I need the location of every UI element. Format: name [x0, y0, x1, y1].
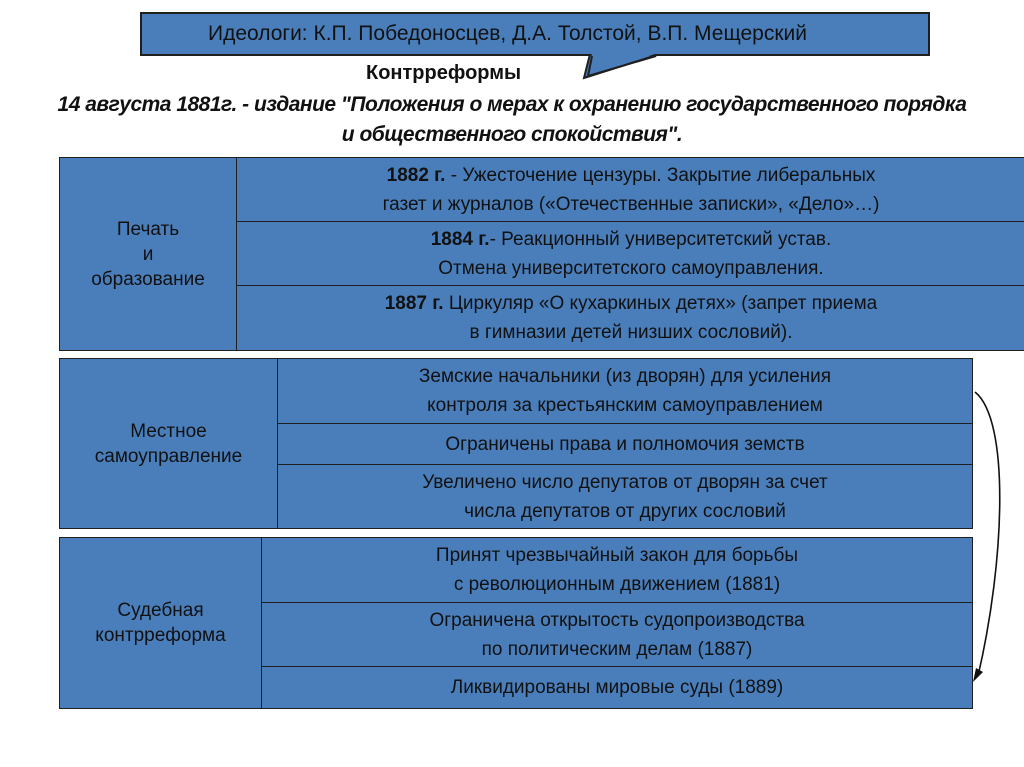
- decree-line-2: и общественного спокойствия".: [341, 123, 683, 146]
- reform-text: Увеличено число депутатов от дворян за счет: [422, 471, 828, 493]
- ideologists-text: Идеологи: К.П. Победоносцев, Д.А. Толстой, В.П. Мещерский: [208, 22, 808, 45]
- category-label: Судебная: [117, 600, 204, 621]
- reform-row: [236, 157, 1024, 222]
- reform-text: Земские начальники (из дворян) для усиления: [418, 366, 832, 387]
- reform-row: [236, 221, 1024, 286]
- reform-text: в гимназии детей низших сословий).: [469, 322, 793, 343]
- category-label: Печать: [116, 218, 180, 240]
- reform-text: контроля за крестьянским самоуправлением: [427, 395, 823, 416]
- category-label: Местное: [130, 420, 207, 442]
- reform-text: газет и журналов («Отечественные записки», «Дело»…): [382, 193, 880, 215]
- page-title: Контрреформы: [366, 62, 522, 84]
- reform-row: [261, 537, 973, 603]
- category-local-government: [59, 358, 278, 529]
- category-label: образование: [91, 268, 205, 290]
- reform-year: 1884 г.: [430, 228, 490, 250]
- reform-text: Ограничены права и полномочия земств: [445, 433, 805, 455]
- category-press-education: [59, 157, 237, 351]
- reform-text: числа депутатов от других сословий: [464, 500, 786, 522]
- reform-text: Циркуляр «О кухаркиных детях» (запрет приема: [443, 293, 878, 314]
- reform-text: - Реакционный университетский устав.: [489, 228, 832, 250]
- ideologists-callout: [140, 12, 930, 56]
- category-label: и: [142, 243, 154, 265]
- reform-text: Принят чрезвычайный закон для борьбы: [435, 545, 799, 566]
- reform-year: 1882 г.: [386, 164, 446, 186]
- reform-year: 1887 г.: [384, 293, 444, 314]
- category-judicial-counterreform: [59, 537, 262, 709]
- reform-text: с революционным движением (1881): [453, 574, 781, 595]
- reform-text: Ликвидированы мировые суды (1889): [450, 677, 784, 698]
- decree-line-1: 14 августа 1881г. - издание "Положения о мерах к охранению государственного порядка: [57, 93, 967, 116]
- reform-text: - Ужесточение цензуры. Закрытие либеральных: [445, 164, 876, 186]
- category-label: контрреформа: [95, 625, 226, 646]
- reform-text: Ограничена открытость судопроизводства: [429, 609, 805, 631]
- reform-text: Отмена университетского самоуправления.: [438, 257, 824, 279]
- reform-row: [277, 423, 973, 465]
- reform-row: [261, 602, 973, 667]
- reform-row: [277, 464, 973, 529]
- reform-row: [236, 285, 1024, 351]
- reform-row: [261, 666, 973, 709]
- reform-text: по политическим делам (1887): [481, 638, 753, 660]
- category-label: самоуправление: [94, 445, 243, 467]
- decree-text: [0, 90, 1024, 150]
- reform-row: [277, 358, 973, 424]
